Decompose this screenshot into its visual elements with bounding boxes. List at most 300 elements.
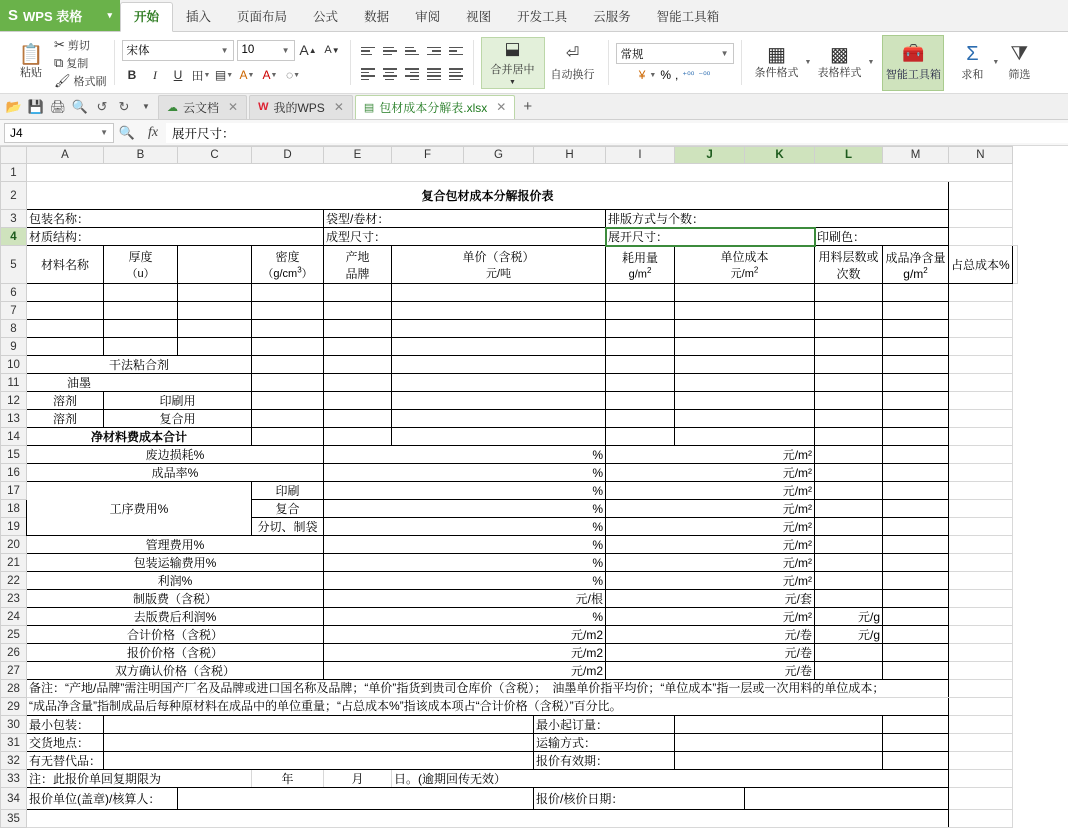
cell-O21[interactable] [949,554,1013,572]
sheet-title[interactable]: 复合包材成本分解报价表 [27,182,949,210]
align-middle-button[interactable] [380,42,400,61]
cell-min-order-value[interactable] [675,716,883,734]
cell-min-package-label[interactable]: 最小包装： [27,716,104,734]
save-icon[interactable]: 💾 [27,98,45,114]
column-header-E[interactable]: E [324,147,392,164]
cell-E13[interactable] [252,410,324,428]
note-line-1[interactable]: 备注：“产地/品牌”需注明国产厂名及品牌或进口国名称及品牌；“单价”指货到贵司仓库价（含税）； 油墨单价指平均价；“单位成本”指一层或一次用料的单位成本； [27,680,949,698]
ribbon-tab-data[interactable]: 数据 [364,10,390,24]
row-header-4[interactable]: 4 [1,228,27,246]
cell-F7[interactable] [324,302,392,320]
cell-layout-count[interactable]: 排版方式与个数： [606,210,949,228]
cell-O10[interactable] [949,356,1013,374]
cell-K12[interactable] [675,392,815,410]
filter-button[interactable] [999,43,1039,82]
row-header-11[interactable]: 11 [1,374,27,392]
cell-B6[interactable] [27,284,104,302]
cell-N9[interactable] [883,338,949,356]
cell-E14[interactable] [252,428,324,446]
chevron-down-icon[interactable]: ▼ [100,128,108,137]
percent-button[interactable]: % [660,68,672,82]
cell-M27[interactable] [815,662,883,680]
cell-O11[interactable] [949,374,1013,392]
column-header-C[interactable]: C [178,147,252,164]
cell-dry-adhesive[interactable]: 干法粘合剂 [27,356,252,374]
cell-J13[interactable] [606,410,675,428]
cell-O12[interactable] [949,392,1013,410]
cell-E12[interactable] [252,392,324,410]
cell-C7[interactable] [104,302,178,320]
print-preview-icon[interactable]: 🔍 [71,98,89,114]
column-header-H[interactable]: H [534,147,606,164]
cell-G13[interactable] [392,410,606,428]
cell-N15[interactable] [883,446,949,464]
close-icon[interactable]: ✕ [496,100,507,114]
cost-right-profit[interactable]: 元/m² [606,572,815,590]
cell-J8[interactable] [606,320,675,338]
cell-transport-value[interactable] [675,734,883,752]
column-header-B[interactable]: B [104,147,178,164]
italic-button[interactable]: I [153,67,158,82]
cell-min-order-label[interactable]: 最小起订量： [534,716,675,734]
undo-icon[interactable]: ↺ [96,98,108,114]
row-header-2[interactable]: 2 [1,182,27,210]
cell-O31[interactable] [949,734,1013,752]
cell-O33[interactable] [949,770,1013,788]
cell-F13[interactable] [324,410,392,428]
row-header-30[interactable]: 30 [1,716,27,734]
cell-quote-date-value[interactable] [745,788,949,810]
cell-O26[interactable] [949,644,1013,662]
cell-G7[interactable] [392,302,606,320]
cell-expanded-size[interactable]: 展开尺寸： [606,228,815,246]
new-tab-button[interactable]: + [523,98,533,115]
spreadsheet-grid[interactable] [0,146,1068,825]
ribbon-tab-developer[interactable]: 开发工具 [517,10,568,24]
cell-N13[interactable] [883,410,949,428]
cell-G8[interactable] [392,320,606,338]
cell-O13[interactable] [949,410,1013,428]
close-icon[interactable]: ✕ [228,100,239,114]
header-unit-cost[interactable] [675,246,815,284]
ribbon-tab-review[interactable]: 审阅 [415,10,441,24]
row-header-14[interactable]: 14 [1,428,27,446]
header-material-name[interactable]: 材料名称 [27,246,104,284]
copy-button[interactable] [54,55,107,71]
cell-G6[interactable] [392,284,606,302]
cell-N23[interactable] [883,590,949,608]
cell-N20[interactable] [883,536,949,554]
cell-J7[interactable] [606,302,675,320]
cell-O19[interactable] [949,518,1013,536]
row-header-34[interactable]: 34 [1,788,27,810]
cell-F12[interactable] [324,392,392,410]
currency-button[interactable]: ¥ [638,68,646,82]
autosum-button[interactable] [952,43,992,82]
cell-K9[interactable] [675,338,815,356]
row-header-5[interactable]: 5 [1,246,27,284]
chevron-down-icon[interactable]: ▼ [867,59,875,66]
cost-label-admin[interactable]: 管理费用% [27,536,324,554]
column-header-A[interactable]: A [27,147,104,164]
cell-O20[interactable] [949,536,1013,554]
cell-C6[interactable] [104,284,178,302]
cost-right-waste[interactable]: 元/m² [606,446,815,464]
cell-reply-deadline-label[interactable]: 注：此报价单回复期限为 [27,770,252,788]
cell-N6[interactable] [883,284,949,302]
cell-O23[interactable] [949,590,1013,608]
cost-mid-lamination[interactable]: % [324,500,606,518]
cell-F11[interactable] [324,374,392,392]
cell-N12[interactable] [883,392,949,410]
cell-K14[interactable] [675,428,815,446]
cell-O27[interactable] [949,662,1013,680]
comma-button[interactable]: , [675,68,679,82]
align-right-button[interactable] [402,65,422,84]
column-header-N[interactable]: N [949,147,1013,164]
decrease-indent-button[interactable] [424,42,444,61]
borders-button[interactable] [191,65,212,86]
chevron-down-icon[interactable]: ▼ [804,59,812,66]
fill-color-button[interactable] [237,65,258,86]
cell-F6[interactable] [324,284,392,302]
cell-D8[interactable] [178,320,252,338]
cell-M19[interactable] [815,518,883,536]
cost-label-waste[interactable]: 废边损耗% [27,446,324,464]
cost-label-quote-price[interactable]: 报价价格（含税） [27,644,324,662]
cell-M6[interactable] [815,284,883,302]
font-size-select[interactable] [237,40,295,61]
cell-N14[interactable] [883,428,949,446]
redo-icon[interactable]: ↻ [118,98,130,114]
cell-D9[interactable] [178,338,252,356]
cell-delivery-label[interactable]: 交货地点： [27,734,104,752]
cell-M22[interactable] [815,572,883,590]
cost-sub-lamination[interactable]: 复合 [252,500,324,518]
cost-mid-admin[interactable]: % [324,536,606,554]
formula-input[interactable]: 展开尺寸： [166,123,1068,143]
row-header-23[interactable]: 23 [1,590,27,608]
search-icon[interactable]: 🔍 [118,124,136,140]
cost-label-transport[interactable]: 包装运输费用% [27,554,324,572]
cell-M10[interactable] [815,356,883,374]
cell-substitute-value[interactable] [104,752,534,770]
cell-O14[interactable] [949,428,1013,446]
cost-label-confirmed-price[interactable]: 双方确认价格（含税） [27,662,324,680]
cell-reply-day[interactable]: 日。(逾期回传无效） [392,770,949,788]
cost-mid-print[interactable]: % [324,482,606,500]
cell-solvent-lam[interactable]: 溶剂 [27,410,104,428]
table-style-button[interactable] [811,44,867,81]
cell-N17[interactable] [883,482,949,500]
cost-right-plate[interactable]: 元/套 [606,590,815,608]
row-header-32[interactable]: 32 [1,752,27,770]
cell-M21[interactable] [815,554,883,572]
cell-E11[interactable] [252,374,324,392]
close-icon[interactable]: ✕ [333,100,344,114]
cell-solvent-print[interactable]: 溶剂 [27,392,104,410]
cell-O8[interactable] [949,320,1013,338]
cost-label-after-plate[interactable]: 去版费后利润% [27,608,324,626]
cell-M17[interactable] [815,482,883,500]
conditional-format-button[interactable] [749,44,805,81]
folder-icon[interactable]: 📂 [5,98,23,114]
distribute-button[interactable] [446,65,466,84]
cost-right-confirmed-price[interactable]: 元/卷 [606,662,815,680]
row-header-7[interactable]: 7 [1,302,27,320]
chevron-down-icon[interactable]: ▾ [107,9,112,20]
row-header-12[interactable]: 12 [1,392,27,410]
row-header-18[interactable]: 18 [1,500,27,518]
cell-K7[interactable] [675,302,815,320]
row-header-26[interactable]: 26 [1,644,27,662]
row-header-10[interactable]: 10 [1,356,27,374]
wrap-text-button[interactable] [545,37,601,89]
cell-quote-unit-value[interactable] [178,788,534,810]
clear-format-button[interactable] [283,65,304,86]
cell-N3[interactable] [949,210,1013,228]
cell-bag-type[interactable]: 袋型/卷材： [324,210,606,228]
cell-O25[interactable] [949,626,1013,644]
justify-button[interactable] [424,65,444,84]
cell-D7[interactable] [178,302,252,320]
cell-transport-label[interactable]: 运输方式： [534,734,675,752]
cell-B8[interactable] [27,320,104,338]
cell-F14[interactable] [324,428,392,446]
tab-workbook[interactable] [355,95,515,119]
cell-N4[interactable] [949,228,1013,246]
row-header-15[interactable]: 15 [1,446,27,464]
cell-E8[interactable] [252,320,324,338]
row-header-35[interactable]: 35 [1,810,27,828]
tab-cloud-documents[interactable] [158,95,247,119]
print-icon[interactable]: 🖨 [49,98,67,114]
paste-button[interactable] [8,44,54,81]
increase-decimal-button[interactable]: ⁺⁰⁰ [682,69,695,80]
name-box[interactable] [4,123,114,143]
cell-M13[interactable] [815,410,883,428]
cell-N26[interactable] [883,644,949,662]
smart-toolbox-button[interactable] [882,35,944,91]
cell-N22[interactable] [883,572,949,590]
merge-center-button[interactable] [481,37,545,89]
cell-ink[interactable]: 油墨 [27,374,252,392]
format-painter-button[interactable] [54,73,107,89]
cell-O32[interactable] [949,752,1013,770]
shrink-font-button[interactable] [322,40,343,61]
cell-N18[interactable] [883,500,949,518]
cell-N7[interactable] [883,302,949,320]
cell-B9[interactable] [27,338,104,356]
cell-delivery-value[interactable] [104,734,534,752]
cell-formed-size[interactable]: 成型尺寸： [324,228,606,246]
ribbon-tab-view[interactable]: 视图 [466,10,492,24]
cell-row1[interactable] [27,164,1013,182]
cell-D6[interactable] [178,284,252,302]
header-unit-price[interactable] [392,246,606,284]
cost-label-plate[interactable]: 制版费（含税） [27,590,324,608]
cell-N5[interactable] [1012,246,1017,284]
cell-validity-value[interactable] [675,752,883,770]
cell-N21[interactable] [883,554,949,572]
row-header-9[interactable]: 9 [1,338,27,356]
underline-button[interactable]: U [173,68,183,82]
header-net-weight[interactable] [883,246,949,284]
column-header-D[interactable]: D [252,147,324,164]
cost-right-print[interactable]: 元/m² [606,482,815,500]
cost-sub-print[interactable]: 印刷 [252,482,324,500]
header-pct-total[interactable]: 占总成本% [949,246,1013,284]
cost-mid-transport[interactable]: % [324,554,606,572]
cell-reply-month[interactable]: 月 [324,770,392,788]
tab-my-wps[interactable] [249,95,353,119]
cost-mid-after-plate[interactable]: % [324,608,606,626]
cost-right-admin[interactable]: 元/m² [606,536,815,554]
bold-button[interactable]: B [127,68,137,82]
cell-J9[interactable] [606,338,675,356]
cell-C8[interactable] [104,320,178,338]
cell-M12[interactable] [815,392,883,410]
note-line-2[interactable]: “成品净含量”指制成品后每种原材料在成品中的单位重量；“占总成本%”指该成本项占“合计价格（含税）”百分比。 [27,698,949,716]
cell-quote-unit-label[interactable]: 报价单位(盖章)/核算人： [27,788,178,810]
cell-O30[interactable] [949,716,1013,734]
header-thickness-blank[interactable] [178,246,252,284]
cell-N31[interactable] [883,734,949,752]
cell-G10[interactable] [392,356,606,374]
ribbon-tab-cloud[interactable]: 云服务 [593,10,631,24]
cell-K10[interactable] [675,356,815,374]
cell-N27[interactable] [883,662,949,680]
cost-mid-yield[interactable]: % [324,464,606,482]
cell-N30[interactable] [883,716,949,734]
cell-F9[interactable] [324,338,392,356]
cell-G9[interactable] [392,338,606,356]
row-header-8[interactable]: 8 [1,320,27,338]
ribbon-tab-formula[interactable]: 公式 [313,10,339,24]
cell-net-material-total[interactable]: 净材料费成本合计 [27,428,252,446]
cell-N10[interactable] [883,356,949,374]
cell-print-use[interactable]: 印刷用 [104,392,252,410]
cost-right-total-price[interactable]: 元/卷 [606,626,815,644]
ribbon-tab-page-layout[interactable]: 页面布局 [237,10,288,24]
cell-O28[interactable] [949,680,1013,698]
chevron-down-icon[interactable]: ▼ [992,59,1000,66]
row-header-31[interactable]: 31 [1,734,27,752]
select-all-corner[interactable] [1,147,27,164]
cell-G11[interactable] [392,374,606,392]
cell-print-color[interactable]: 印刷色： [815,228,949,246]
cost-right-quote-price[interactable]: 元/卷 [606,644,815,662]
cell-N16[interactable] [883,464,949,482]
cell-row35[interactable] [27,810,949,828]
cost-right-lamination[interactable]: 元/m² [606,500,815,518]
cell-K11[interactable] [675,374,815,392]
column-header-L[interactable]: L [815,147,883,164]
row-header-22[interactable]: 22 [1,572,27,590]
cell-B7[interactable] [27,302,104,320]
row-header-1[interactable]: 1 [1,164,27,182]
grow-font-button[interactable] [298,40,319,61]
cost-mid-plate[interactable]: 元/根 [324,590,606,608]
font-name-select[interactable] [122,40,234,61]
cost-right-yield[interactable]: 元/m² [606,464,815,482]
cell-E6[interactable] [252,284,324,302]
cell-J10[interactable] [606,356,675,374]
cell-J14[interactable] [606,428,675,446]
cut-button[interactable] [54,37,107,53]
cell-O18[interactable] [949,500,1013,518]
cell-O9[interactable] [949,338,1013,356]
cost-label-total-price[interactable]: 合计价格（含税） [27,626,324,644]
cost-extra-after-plate[interactable]: 元/g [815,608,883,626]
column-header-F[interactable]: F [392,147,464,164]
cell-E7[interactable] [252,302,324,320]
font-color-button[interactable] [260,65,281,86]
cost-mid-slitting[interactable]: % [324,518,606,536]
wps-logo[interactable] [0,0,120,31]
row-header-16[interactable]: 16 [1,464,27,482]
cell-G14[interactable] [392,428,606,446]
row-header-17[interactable]: 17 [1,482,27,500]
cost-mid-total-price[interactable]: 元/m2 [324,626,606,644]
cell-J12[interactable] [606,392,675,410]
cell-K13[interactable] [675,410,815,428]
ribbon-tab-smart-toolbox[interactable]: 智能工具箱 [656,10,720,24]
column-header-K[interactable]: K [745,147,815,164]
cost-label-yield[interactable]: 成品率% [27,464,324,482]
cell-J11[interactable] [606,374,675,392]
cell-M23[interactable] [815,590,883,608]
row-header-3[interactable]: 3 [1,210,27,228]
cell-M26[interactable] [815,644,883,662]
column-header-J[interactable]: J [675,147,745,164]
cell-E10[interactable] [252,356,324,374]
row-header-24[interactable]: 24 [1,608,27,626]
row-header-20[interactable]: 20 [1,536,27,554]
cell-M18[interactable] [815,500,883,518]
cell-G12[interactable] [392,392,606,410]
cell-M8[interactable] [815,320,883,338]
header-thickness[interactable] [104,246,178,284]
align-top-button[interactable] [358,42,378,61]
cell-O22[interactable] [949,572,1013,590]
cell-O17[interactable] [949,482,1013,500]
decrease-decimal-button[interactable]: ⁻⁰⁰ [698,69,711,80]
cost-label-process[interactable]: 工序费用% [27,482,252,536]
cell-M15[interactable] [815,446,883,464]
header-origin[interactable] [324,246,392,284]
cell-O24[interactable] [949,608,1013,626]
row-header-6[interactable]: 6 [1,284,27,302]
cell-N32[interactable] [883,752,949,770]
cell-N24[interactable] [883,608,949,626]
cell-M14[interactable] [815,428,883,446]
cell-K6[interactable] [675,284,815,302]
fx-icon[interactable]: fx [147,124,159,140]
column-header-I[interactable]: I [606,147,675,164]
cost-right-slitting[interactable]: 元/m² [606,518,815,536]
cell-N8[interactable] [883,320,949,338]
cell-M20[interactable] [815,536,883,554]
cell-O16[interactable] [949,464,1013,482]
cell-M9[interactable] [815,338,883,356]
column-header-M[interactable]: M [883,147,949,164]
cell-N19[interactable] [883,518,949,536]
cost-extra-total-price[interactable]: 元/g [815,626,883,644]
row-header-13[interactable]: 13 [1,410,27,428]
column-header-G[interactable]: G [464,147,534,164]
align-center-button[interactable] [380,65,400,84]
